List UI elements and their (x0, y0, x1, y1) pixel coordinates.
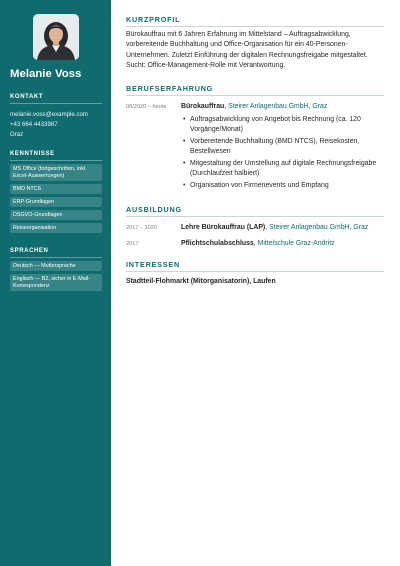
education-degree: Lehre Bürokauffrau (LAP) (181, 224, 266, 231)
sidebar (0, 0, 111, 566)
profile-text: Bürokauffrau mit 6 Jahren Erfahrung im Mittelstand – Auftragsabwicklung, vorbereitende Buchhaltung und Office-Organisation für ein 40-Personen-Unternehmen. Zuletzt Einführung der digitalen Rechnungsfreigabe mitgestaltet. Sucht: Office-Management-Rolle mit Verantwortung. (126, 31, 368, 69)
candidate-name: Melanie Voss (10, 68, 82, 80)
skills-title: KENNTNISSE (10, 151, 102, 161)
experience-date: 08/2020 – heute (126, 104, 167, 110)
profile-title: KURZPROFIL (126, 15, 384, 27)
education-entry: Pflichtschulabschluss, Mittelschule Graz-Andritz (181, 240, 335, 247)
languages-title: SPRACHEN (10, 248, 102, 258)
experience-heading: Bürokauffrau, Steirer Anlagenbau GmbH, Graz (181, 103, 328, 110)
language-chip: Deutsch — Muttersprache (10, 261, 102, 271)
contact-section (10, 94, 102, 139)
phone-number: +43 664 4433987 (10, 120, 58, 128)
interests-text: Stadtteil-Flohmarkt (Mitorganisatorin), Laufen (126, 278, 276, 285)
education-title: AUSBILDUNG (126, 205, 384, 217)
education-institution: Steirer Anlagenbau GmbH, Graz (269, 224, 369, 231)
languages-section (10, 248, 102, 291)
skill-chip: ERP-Grundlagen (10, 197, 102, 207)
education-date: 2017 (126, 241, 139, 247)
experience-bullet: • Vorbereitende Buchhaltung (BMD NTCS), Reisekosten, Bestellwesen (190, 137, 384, 157)
job-role: Bürokauffrau (181, 103, 225, 110)
email-link[interactable]: melanie.voss@example.com (10, 111, 88, 118)
experience-bullets (190, 115, 384, 193)
skill-chip: DSGVO-Grundlagen (10, 210, 102, 220)
employer: Steirer Anlagenbau GmbH, Graz (228, 103, 328, 110)
education-institution: Mittelschule Graz-Andritz (257, 240, 335, 247)
experience-title: BERUFSERFAHRUNG (126, 84, 384, 96)
skill-chip: Reiseorganisation (10, 223, 102, 233)
education-date: 2017 – 2020 (126, 225, 158, 231)
education-degree: Pflichtschulabschluss (181, 240, 254, 247)
experience-bullet: • Organisation von Firmenevents und Empfang (190, 181, 384, 191)
city: Graz (10, 130, 24, 138)
profile-photo (33, 14, 79, 60)
contact-title: KONTAKT (10, 94, 102, 104)
interests-title: INTERESSEN (126, 260, 384, 272)
skill-chip: MS Office (fortgeschritten, inkl. Excel-Auswertungen) (10, 164, 102, 181)
education-entry: Lehre Bürokauffrau (LAP), Steirer Anlagenbau GmbH, Graz (181, 224, 369, 231)
experience-bullet: • Auftragsabwicklung von Angebot bis Rechnung (ca. 120 Vorgänge/Monat) (190, 115, 384, 135)
experience-bullet: • Mitgestaltung der Umstellung auf digitale Rechnungsfreigabe (Durchlaufzeit halbiert) (190, 159, 384, 179)
skill-chip: BMD NTCS (10, 184, 102, 194)
language-chip: Englisch — B2, sicher in E-Mail-Korrespondenz (10, 274, 102, 291)
skills-section (10, 151, 102, 233)
